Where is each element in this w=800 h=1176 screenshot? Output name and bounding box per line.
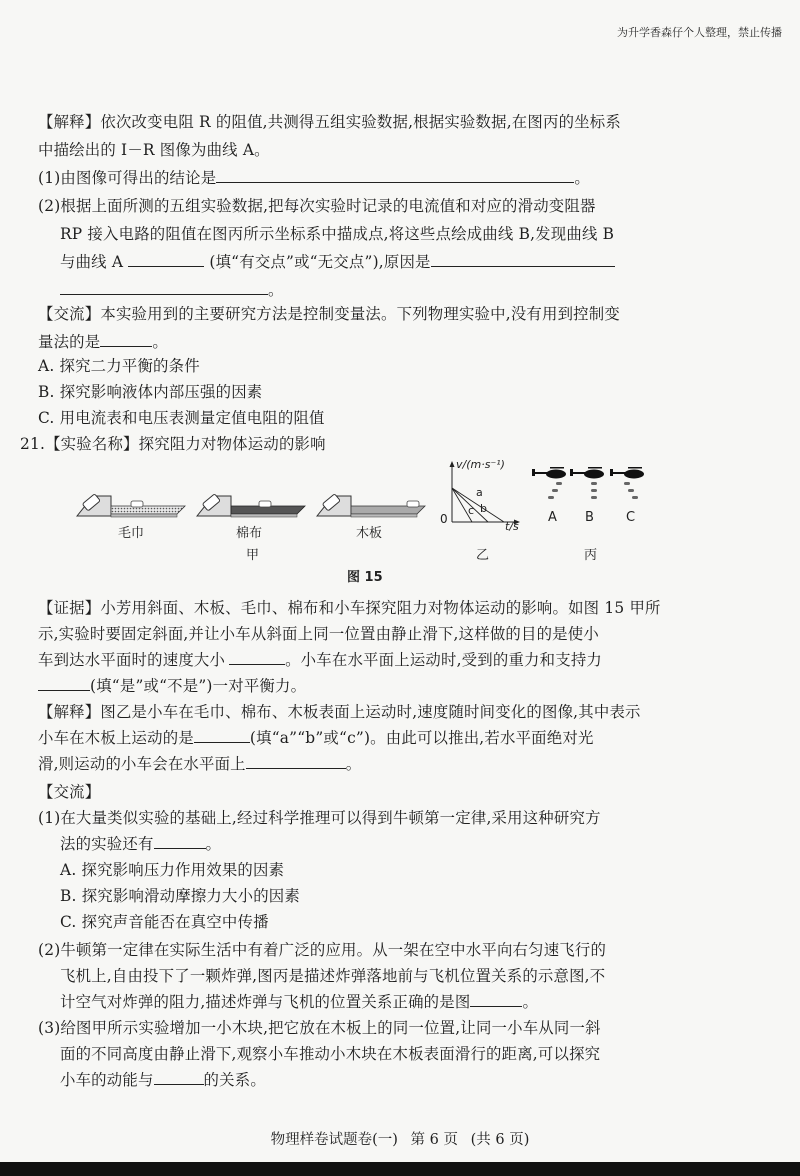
s21-title: 21.【实验名称】探究阻力对物体运动的影响	[20, 435, 326, 453]
label-cotton: 棉布	[236, 526, 263, 541]
yi-xlabel: t/s	[505, 520, 519, 533]
curve-b-label: b	[480, 502, 487, 515]
caption-jia: 甲	[246, 548, 260, 563]
scan-bottom-edge	[0, 1162, 800, 1176]
answer-blank[interactable]	[154, 834, 206, 849]
s21-q1-option-a: A. 探究影响压力作用效果的因素	[60, 861, 285, 879]
s20-question-2-line3: 与曲线 A (填“有交点”或“无交点”),原因是	[60, 252, 615, 272]
s21-q2-line2: 飞机上,自由投下了一颗炸弹,图丙是描述炸弹落地前与飞机位置关系的示意图,不	[60, 967, 606, 985]
exchange-tag: 【交流】	[38, 305, 101, 323]
s20-option-a: A. 探究二力平衡的条件	[38, 357, 200, 375]
curve-a-label: a	[476, 486, 483, 499]
s21-evidence-line2: 示,实验时要固定斜面,并让小车从斜面上同一位置由静止滑下,这样做的目的是使小	[38, 625, 599, 643]
caption-yi: 乙	[476, 548, 490, 563]
ramp-cotton	[197, 494, 305, 517]
s21-q1-option-b: B. 探究影响滑动摩擦力大小的因素	[60, 887, 300, 905]
s21-explanation-line1: 【解释】图乙是小车在毛巾、棉布、木板表面上运动时,速度随时间变化的图像,其中表示	[38, 703, 641, 721]
s20-question-2-line2: RP 接入电路的阻值在图丙所示坐标系中描成点,将这些点绘成曲线 B,发现曲线 B	[60, 225, 615, 243]
answer-blank[interactable]	[194, 728, 250, 743]
answer-blank[interactable]	[246, 754, 346, 769]
answer-blank[interactable]	[470, 992, 522, 1007]
s21-q2-line3: 计空气对炸弹的阻力,描述炸弹与飞机的位置关系正确的是图 。	[60, 993, 539, 1011]
s21-explanation-line3: 滑,则运动的小车会在水平面上 。	[38, 755, 362, 773]
footer-total: (共 6 页)	[470, 1132, 530, 1148]
question-number: 21.	[20, 435, 46, 453]
ramp-towel	[77, 494, 185, 517]
s21-q3-line3: 小车的动能与 的关系。	[60, 1071, 266, 1089]
yi-ylabel: v/(m·s⁻¹)	[456, 458, 505, 471]
figure-bing-planes	[532, 464, 662, 514]
answer-blank[interactable]	[154, 1070, 204, 1085]
s21-evidence-line1: 【证据】小芳用斜面、木板、毛巾、棉布和小车探究阻力对物体运动的影响。如图 15 甲所	[38, 599, 661, 617]
answer-blank[interactable]	[38, 676, 90, 691]
s20-option-b: B. 探究影响液体内部压强的因素	[38, 383, 263, 401]
answer-blank[interactable]	[100, 332, 152, 347]
explanation-tag: 【解释】	[38, 703, 101, 721]
s20-question-1: (1)由图像可得出的结论是 。	[38, 169, 590, 187]
page-footer	[0, 1128, 800, 1149]
caption-bing: 丙	[584, 548, 598, 563]
s20-option-c: C. 用电流表和电压表测量定值电阻的阻值	[38, 409, 325, 427]
s20-exchange-line2: 量法的是 。	[38, 333, 168, 351]
s21-q1-line1: (1)在大量类似实验的基础上,经过科学推理可以得到牛顿第一定律,采用这种研究方	[38, 809, 601, 827]
watermark: 为升学香森仔个人整理，禁止传播	[617, 26, 782, 39]
answer-blank[interactable]	[216, 168, 574, 183]
s21-explanation-line2: 小车在木板上运动的是 (填“a”“b”或“c”)。由此可以推出,若水平面绝对光	[38, 729, 594, 747]
s21-evidence-line4: (填“是”或“不是”)一对平衡力。	[38, 676, 306, 696]
s20-explanation-line2: 中描绘出的 I－R 图像为曲线 A。	[38, 141, 270, 159]
plane-label-a: A	[548, 510, 557, 525]
plane-a	[532, 467, 566, 499]
figure-jia-ramps	[75, 486, 435, 526]
s21-q1-option-c: C. 探究声音能否在真空中传播	[60, 913, 269, 931]
s21-evidence-line3: 车到达水平面时的速度大小 。小车在水平面上运动时,受到的重力和支持力	[38, 651, 602, 669]
s20-question-2-line4: 。	[60, 280, 284, 300]
ramp-wood	[317, 494, 425, 517]
s21-q3-line1: (3)给图甲所示实验增加一小木块,把它放在木板上的同一位置,让同一小车从同一斜	[38, 1019, 601, 1037]
label-wood: 木板	[356, 526, 383, 541]
answer-blank[interactable]	[128, 252, 204, 267]
footer-page: 第 6 页	[410, 1132, 458, 1148]
answer-blank[interactable]	[60, 280, 268, 295]
answer-blank[interactable]	[431, 252, 615, 267]
curve-c-label: c	[468, 504, 475, 517]
s20-explanation-line1: 【解释】依次改变电阻 R 的阻值,共测得五组实验数据,根据实验数据,在图丙的坐标系	[38, 113, 621, 131]
s21-q3-line2: 面的不同高度由静止滑下,观察小车推动小木块在木板表面滑行的距离,可以探究	[60, 1045, 601, 1063]
plane-label-b: B	[585, 510, 594, 525]
s20-question-2-line1: (2)根据上面所测的五组实验数据,把每次实验时记录的电流值和对应的滑动变阻器	[38, 197, 596, 215]
answer-blank[interactable]	[229, 650, 285, 665]
s20-exchange-line1: 【交流】本实验用到的主要研究方法是控制变量法。下列物理实验中,没有用到控制变	[38, 305, 620, 323]
s21-q1-line2: 法的实验还有 。	[60, 835, 222, 853]
plane-label-c: C	[626, 510, 636, 525]
s21-exchange-tag: 【交流】	[38, 783, 101, 801]
footer-title: 物理样卷试题卷(一)	[270, 1132, 398, 1148]
figure-caption: 图 15	[347, 570, 383, 585]
s21-q2-line1: (2)牛顿第一定律在实际生活中有着广泛的应用。从一架在空中水平向右匀速飞行的	[38, 941, 607, 959]
plane-b	[570, 467, 604, 499]
evidence-tag: 【证据】	[38, 599, 101, 617]
plane-c	[610, 467, 644, 499]
explanation-tag: 【解释】	[38, 113, 101, 131]
yi-origin: 0	[440, 512, 448, 526]
label-towel: 毛巾	[118, 526, 145, 541]
